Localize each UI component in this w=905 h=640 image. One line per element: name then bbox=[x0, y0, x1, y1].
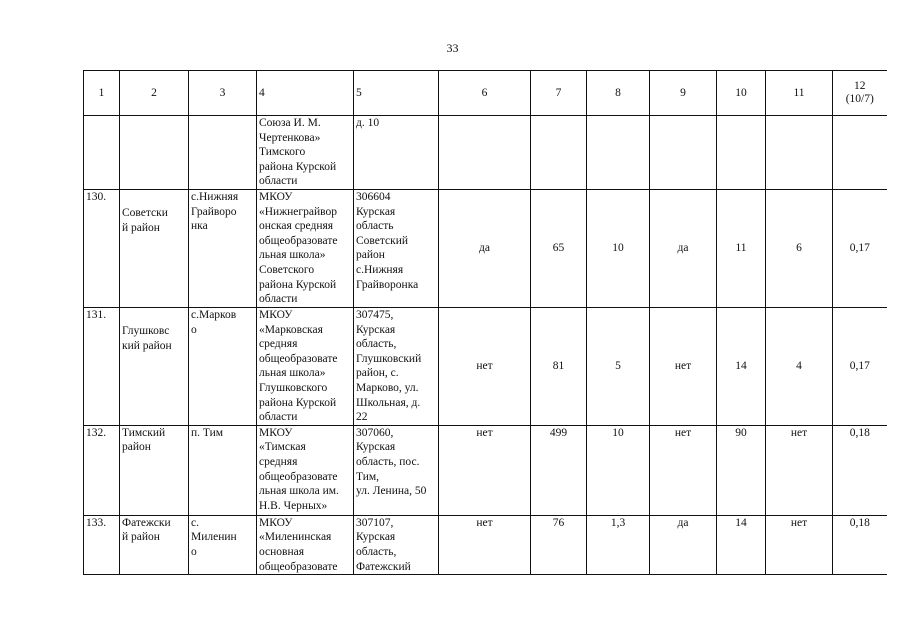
cell-c10: 14 bbox=[717, 308, 766, 426]
cell-c7: 65 bbox=[531, 190, 587, 308]
header-cell: 10 bbox=[717, 71, 766, 116]
cell-c8: 1,3 bbox=[587, 515, 650, 574]
cell-c12: 0,18 bbox=[833, 515, 887, 574]
cell-c6: да bbox=[439, 190, 531, 308]
cell-empty bbox=[587, 116, 650, 190]
page-number: 33 bbox=[446, 41, 459, 55]
cell-c10: 11 bbox=[717, 190, 766, 308]
cell-district: Фатежски й район bbox=[120, 515, 189, 574]
header-cell: 11 bbox=[766, 71, 833, 116]
cell-c9: да bbox=[650, 190, 717, 308]
cell-settlement: п. Тим bbox=[189, 425, 257, 515]
cell-school: МКОУ «Марковская средняя общеобразовате льная школа» Глушковского района Курской области bbox=[257, 308, 354, 426]
schools-table bbox=[83, 70, 887, 575]
header-cell: 6 bbox=[439, 71, 531, 116]
cell-num: 133. bbox=[84, 515, 120, 574]
header-cell: 7 bbox=[531, 71, 587, 116]
table-row bbox=[84, 116, 887, 190]
cell-empty bbox=[717, 116, 766, 190]
cell-district: Глушковс кий район bbox=[120, 308, 189, 426]
cell-settlement bbox=[189, 116, 257, 190]
cell-empty bbox=[439, 116, 531, 190]
cell-num: 130. bbox=[84, 190, 120, 308]
cell-c7: 499 bbox=[531, 425, 587, 515]
cell-c10: 90 bbox=[717, 425, 766, 515]
cell-c8: 10 bbox=[587, 425, 650, 515]
cell-c6: нет bbox=[439, 308, 531, 426]
cell-c11: нет bbox=[766, 425, 833, 515]
header-cell: 1 bbox=[84, 71, 120, 116]
cell-c9: нет bbox=[650, 425, 717, 515]
cell-school: Союза И. М. Чертенкова» Тимского района Курской области bbox=[257, 116, 354, 190]
cell-address: 307107, Курская область, Фатежский bbox=[354, 515, 439, 574]
cell-c8: 5 bbox=[587, 308, 650, 426]
cell-school: МКОУ «Миленинская основная общеобразовате bbox=[257, 515, 354, 574]
cell-num bbox=[84, 116, 120, 190]
cell-district: Тимский район bbox=[120, 425, 189, 515]
cell-c10: 14 bbox=[717, 515, 766, 574]
cell-address: 307060, Курская область, пос. Тим, ул. Ленина, 50 bbox=[354, 425, 439, 515]
table-row bbox=[84, 190, 887, 308]
cell-c8: 10 bbox=[587, 190, 650, 308]
table-row bbox=[84, 308, 887, 426]
table-row bbox=[84, 425, 887, 515]
cell-c11: нет bbox=[766, 515, 833, 574]
cell-c6: нет bbox=[439, 425, 531, 515]
cell-empty bbox=[766, 116, 833, 190]
cell-district: Советски й район bbox=[120, 190, 189, 308]
cell-c7: 81 bbox=[531, 308, 587, 426]
cell-address: 307475, Курская область, Глушковский район, с. Марково, ул. Школьная, д. 22 bbox=[354, 308, 439, 426]
cell-c12: 0,17 bbox=[833, 308, 887, 426]
cell-settlement: с.Нижняя Грайворо нка bbox=[189, 190, 257, 308]
cell-empty bbox=[650, 116, 717, 190]
table-row bbox=[84, 515, 887, 574]
cell-settlement: с.Марков о bbox=[189, 308, 257, 426]
cell-c12: 0,18 bbox=[833, 425, 887, 515]
cell-num: 131. bbox=[84, 308, 120, 426]
header-cell: 8 bbox=[587, 71, 650, 116]
cell-school: МКОУ «Нижнеграйвор онская средняя общеобразовате льная школа» Советского района Курской области bbox=[257, 190, 354, 308]
header-cell: 3 bbox=[189, 71, 257, 116]
cell-address: д. 10 bbox=[354, 116, 439, 190]
cell-c7: 76 bbox=[531, 515, 587, 574]
cell-address: 306604 Курская область Советский район с.Нижняя Грайворонка bbox=[354, 190, 439, 308]
header-cell: 9 bbox=[650, 71, 717, 116]
cell-c9: нет bbox=[650, 308, 717, 426]
cell-c12: 0,17 bbox=[833, 190, 887, 308]
cell-c9: да bbox=[650, 515, 717, 574]
cell-school: МКОУ «Тимская средняя общеобразовате льная школа им. Н.В. Черных» bbox=[257, 425, 354, 515]
header-cell: 12 (10/7) bbox=[833, 71, 887, 116]
cell-settlement: с. Миленин о bbox=[189, 515, 257, 574]
cell-district bbox=[120, 116, 189, 190]
header-cell: 5 bbox=[354, 71, 439, 116]
header-cell: 4 bbox=[257, 71, 354, 116]
cell-empty bbox=[833, 116, 887, 190]
header-cell: 2 bbox=[120, 71, 189, 116]
cell-c11: 6 bbox=[766, 190, 833, 308]
cell-num: 132. bbox=[84, 425, 120, 515]
cell-c6: нет bbox=[439, 515, 531, 574]
cell-c11: 4 bbox=[766, 308, 833, 426]
cell-empty bbox=[531, 116, 587, 190]
header-row bbox=[84, 71, 887, 116]
